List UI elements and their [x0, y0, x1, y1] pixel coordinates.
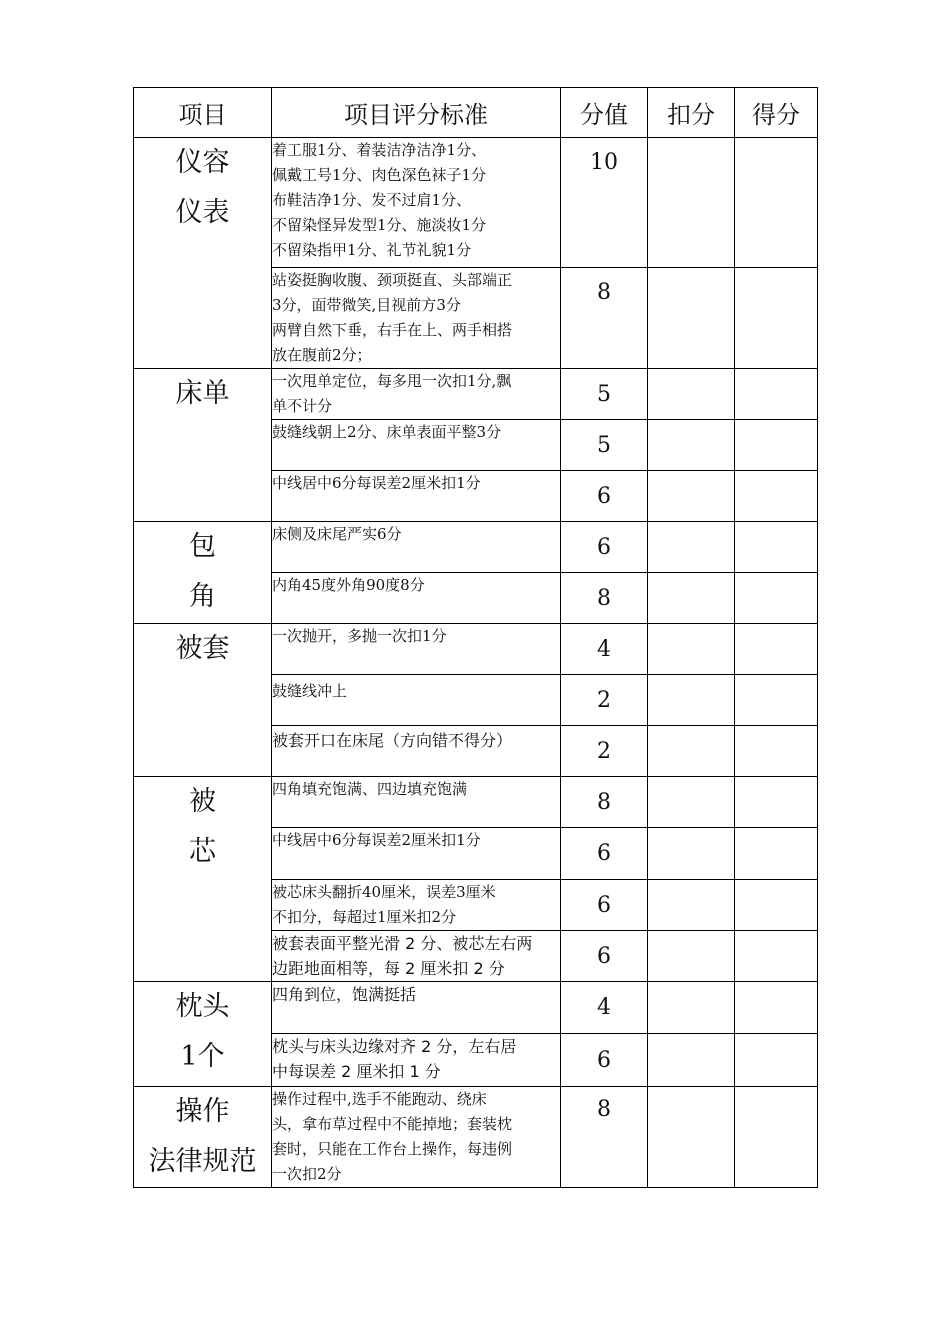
header-criteria: 项目评分标准 [272, 88, 561, 138]
criteria-line: 被套开口在床尾（方向错不得分） [272, 731, 513, 750]
value-cell: 8 [561, 573, 648, 624]
value-cell: 4 [561, 982, 648, 1034]
table-row [134, 982, 818, 1034]
criteria-line: 站姿挺胸收腹、颈项挺直、头部端正 [272, 271, 513, 289]
header-score: 得分 [735, 88, 818, 138]
score-cell[interactable] [735, 138, 818, 268]
value-cell: 6 [561, 1034, 648, 1087]
score-cell[interactable] [735, 471, 818, 522]
category-label: 操作 [175, 1096, 230, 1127]
score-cell[interactable] [735, 573, 818, 624]
criteria-line: 四角填充饱满、四边填充饱满 [272, 780, 468, 798]
criteria-line: 一次甩单定位，每多甩一次扣1分,飘 [272, 372, 512, 390]
deduct-cell[interactable] [648, 369, 735, 420]
criteria-line: 佩戴工号1分、肉色深色袜子1分 [272, 166, 487, 184]
criteria-line: 3分，面带微笑,目视前方3分 [272, 296, 461, 314]
deduct-cell[interactable] [648, 1034, 735, 1087]
header-value: 分值 [561, 88, 648, 138]
value-cell: 2 [561, 726, 648, 777]
deduct-cell[interactable] [648, 880, 735, 931]
criteria-line: 鼓缝线朝上2分、床单表面平整3分 [272, 423, 502, 441]
criteria-cell [272, 982, 561, 1034]
table-row [134, 624, 818, 675]
score-cell[interactable] [735, 828, 818, 880]
criteria-line: 单不计分 [272, 397, 333, 415]
deduct-cell[interactable] [648, 268, 735, 369]
category-cell [134, 624, 272, 777]
criteria-line: 一次扣2分 [272, 1165, 342, 1183]
criteria-line: 放在腹前2分； [272, 346, 372, 364]
table-row [134, 1087, 818, 1188]
deduct-cell[interactable] [648, 624, 735, 675]
criteria-line: 被芯床头翻折40厘米，误差3厘米 [272, 883, 496, 901]
score-cell[interactable] [735, 726, 818, 777]
category-label: 包 [189, 531, 216, 562]
score-cell[interactable] [735, 982, 818, 1034]
deduct-cell[interactable] [648, 471, 735, 522]
deduct-cell[interactable] [648, 1087, 735, 1188]
category-cell [134, 1087, 272, 1188]
category-label: 枕头 [175, 991, 230, 1022]
category-label: 仪表 [175, 197, 230, 228]
table-row [134, 138, 818, 268]
criteria-line: 内角45度外角90度8分 [272, 576, 425, 594]
category-label: 法律规范 [148, 1146, 257, 1177]
criteria-line: 被套表面平整光滑 2 分、被芯左右两 [272, 934, 533, 953]
score-cell[interactable] [735, 420, 818, 471]
category-label: 仪容 [175, 147, 230, 178]
score-cell[interactable] [735, 1087, 818, 1188]
score-cell[interactable] [735, 931, 818, 982]
category-label: 床单 [175, 378, 230, 409]
criteria-cell [272, 268, 561, 369]
category-cell [134, 369, 272, 522]
criteria-line: 一次抛开，多抛一次扣1分 [272, 627, 447, 645]
deduct-cell[interactable] [648, 828, 735, 880]
value-cell: 6 [561, 828, 648, 880]
value-cell: 4 [561, 624, 648, 675]
category-cell [134, 777, 272, 982]
deduct-cell[interactable] [648, 522, 735, 573]
criteria-cell [272, 522, 561, 573]
deduct-cell[interactable] [648, 420, 735, 471]
criteria-cell [272, 1034, 561, 1087]
criteria-line: 不扣分，每超过1厘米扣2分 [272, 908, 457, 926]
table-row [134, 777, 818, 828]
criteria-line: 床侧及床尾严实6分 [272, 525, 402, 543]
deduct-cell[interactable] [648, 675, 735, 726]
scoring-table [133, 87, 818, 1188]
criteria-cell [272, 880, 561, 931]
score-cell[interactable] [735, 1034, 818, 1087]
category-cell [134, 982, 272, 1087]
value-cell: 10 [561, 138, 648, 268]
score-cell[interactable] [735, 522, 818, 573]
score-cell[interactable] [735, 777, 818, 828]
criteria-cell [272, 420, 561, 471]
deduct-cell[interactable] [648, 138, 735, 268]
value-cell: 8 [561, 1087, 648, 1188]
category-label: 芯 [189, 836, 216, 867]
header-row [134, 88, 818, 138]
criteria-cell [272, 777, 561, 828]
value-cell: 5 [561, 420, 648, 471]
criteria-cell [272, 675, 561, 726]
header-item: 项目 [134, 88, 272, 138]
criteria-line: 不留染怪异发型1分、施淡妆1分 [272, 216, 487, 234]
category-label: 被套 [175, 633, 230, 664]
category-cell [134, 522, 272, 624]
category-label: 1个 [180, 1041, 225, 1072]
deduct-cell[interactable] [648, 777, 735, 828]
score-cell[interactable] [735, 624, 818, 675]
criteria-cell [272, 138, 561, 268]
value-cell: 2 [561, 675, 648, 726]
deduct-cell[interactable] [648, 982, 735, 1034]
criteria-line: 鼓缝线冲上 [272, 682, 348, 700]
criteria-cell [272, 573, 561, 624]
criteria-line: 边距地面相等，每 2 厘米扣 2 分 [272, 959, 505, 978]
criteria-line: 两臂自然下垂，右手在上、两手相搭 [272, 321, 513, 339]
value-cell: 8 [561, 777, 648, 828]
criteria-cell [272, 1087, 561, 1188]
value-cell: 6 [561, 522, 648, 573]
value-cell: 5 [561, 369, 648, 420]
criteria-line: 四角到位，饱满挺括 [272, 985, 417, 1004]
value-cell: 6 [561, 880, 648, 931]
criteria-line: 头，拿布草过程中不能掉地；套装枕 [272, 1115, 513, 1133]
criteria-line: 套时，只能在工作台上操作，每违例 [272, 1140, 513, 1158]
criteria-cell [272, 471, 561, 522]
category-cell [134, 138, 272, 369]
criteria-line: 不留染指甲1分、礼节礼貌1分 [272, 241, 472, 259]
table-row [134, 522, 818, 573]
criteria-line: 中线居中6分每误差2厘米扣1分 [272, 474, 481, 492]
criteria-cell [272, 624, 561, 675]
deduct-cell[interactable] [648, 726, 735, 777]
criteria-line: 中线居中6分每误差2厘米扣1分 [272, 831, 481, 849]
deduct-cell[interactable] [648, 931, 735, 982]
criteria-line: 枕头与床头边缘对齐 2 分，左右居 [272, 1037, 517, 1056]
value-cell: 6 [561, 931, 648, 982]
criteria-line: 中每误差 2 厘米扣 1 分 [272, 1062, 441, 1081]
criteria-line: 操作过程中,选手不能跑动、绕床 [272, 1090, 487, 1108]
header-deduct: 扣分 [648, 88, 735, 138]
value-cell: 6 [561, 471, 648, 522]
table-row [134, 369, 818, 420]
value-cell: 8 [561, 268, 648, 369]
deduct-cell[interactable] [648, 573, 735, 624]
score-cell[interactable] [735, 880, 818, 931]
criteria-line: 着工服1分、着装洁净洁净1分、 [272, 141, 487, 159]
score-cell[interactable] [735, 675, 818, 726]
criteria-cell [272, 931, 561, 982]
score-cell[interactable] [735, 369, 818, 420]
criteria-cell [272, 828, 561, 880]
criteria-cell [272, 369, 561, 420]
criteria-line: 布鞋洁净1分、发不过肩1分、 [272, 191, 472, 209]
category-label: 角 [189, 581, 216, 612]
category-label: 被 [189, 786, 216, 817]
criteria-cell [272, 726, 561, 777]
score-cell[interactable] [735, 268, 818, 369]
